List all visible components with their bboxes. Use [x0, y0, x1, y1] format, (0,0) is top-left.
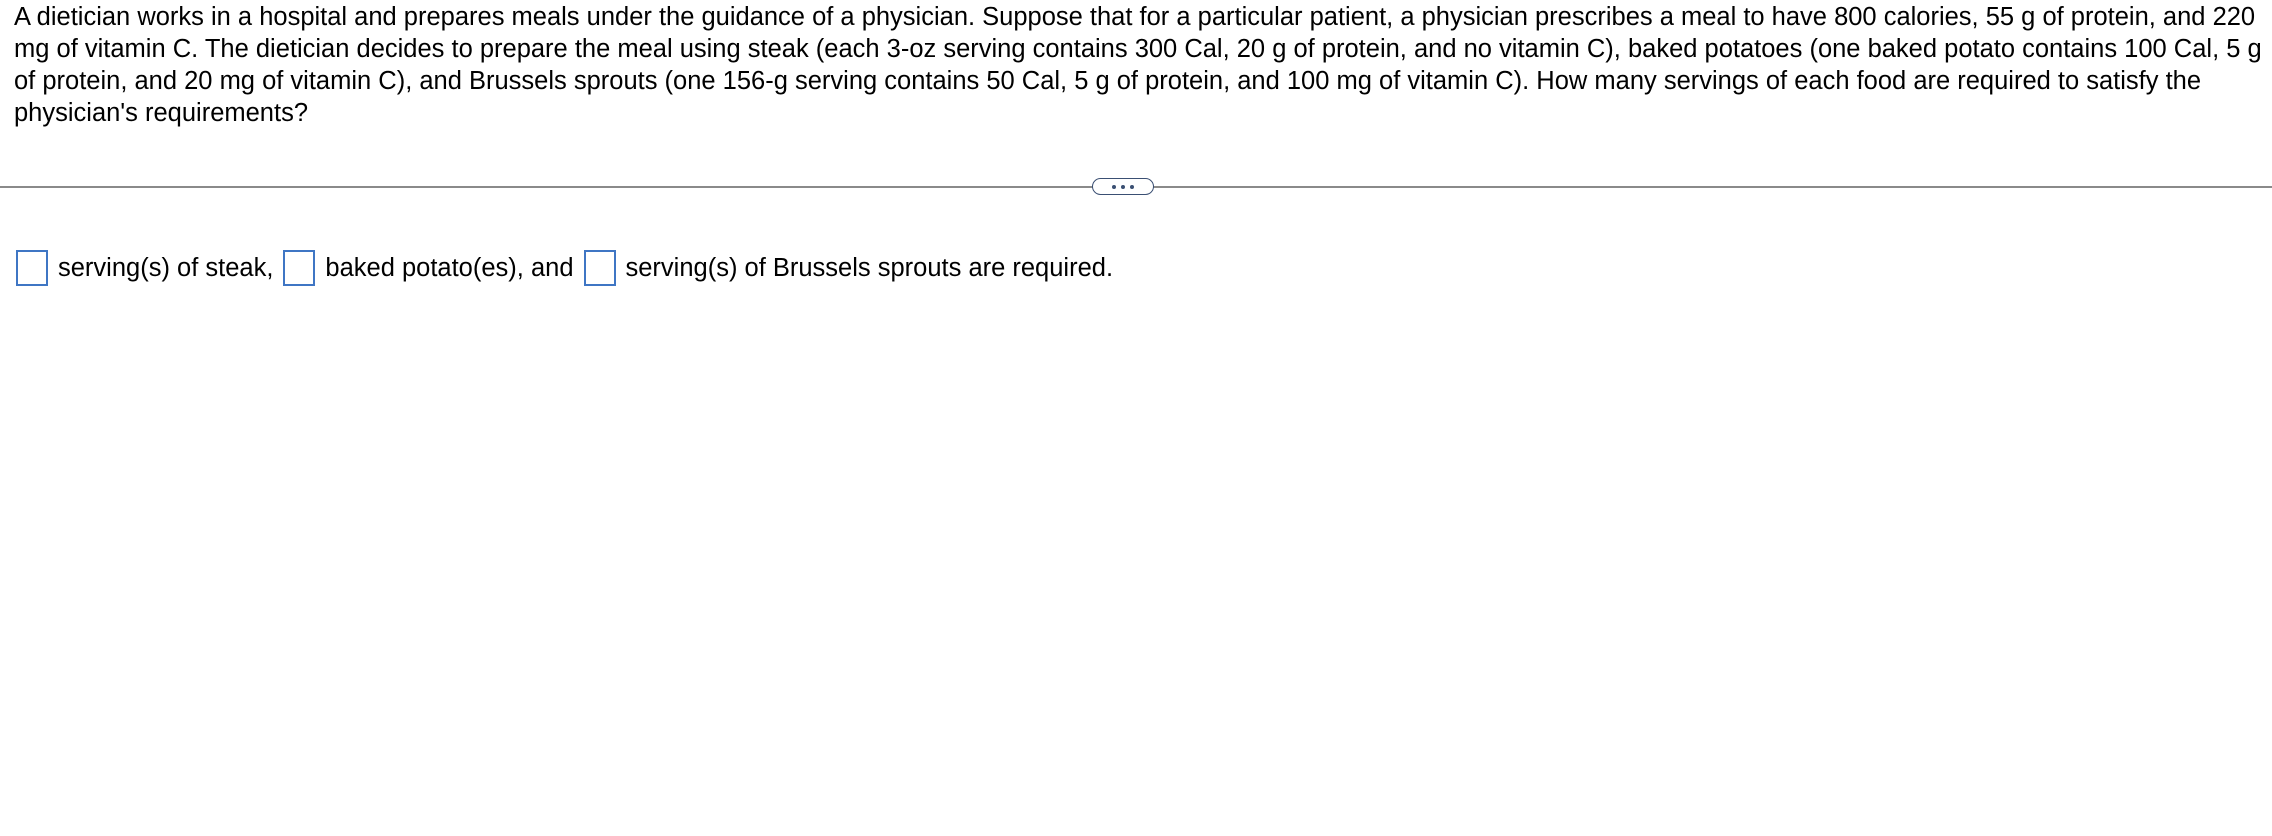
- ellipsis-icon: [1112, 185, 1134, 189]
- steak-label: serving(s) of steak,: [58, 253, 274, 282]
- sprouts-servings-input[interactable]: [584, 250, 616, 286]
- question-text: A dietician works in a hospital and prepares meals under the guidance of a physician. Suppose that for a particular patient, a physician prescribes a meal to have 800 calories, 55 g of protein, and 220 mg of vitamin C. The dietician decides to prepare the meal using steak (each 3-oz serving contains 300 Cal, 20 g of protein, and no vitamin C), baked potatoes (one baked potato contains 100 Cal, 5 g of protein, and 20 mg of vitamin C), and Brussels sprouts (one 156-g serving contains 50 Cal, 5 g of protein, and 100 mg of vitamin C). How many servings of each food are required to satisfy the physician's requirements?: [14, 3, 2262, 127]
- answer-sentence: [16, 249, 1113, 287]
- potato-count-input[interactable]: [283, 250, 315, 286]
- expand-button[interactable]: [1092, 178, 1154, 195]
- steak-servings-input[interactable]: [16, 250, 48, 286]
- potato-label: baked potato(es), and: [325, 253, 574, 282]
- sprouts-label: serving(s) of Brussels sprouts are required.: [625, 253, 1114, 282]
